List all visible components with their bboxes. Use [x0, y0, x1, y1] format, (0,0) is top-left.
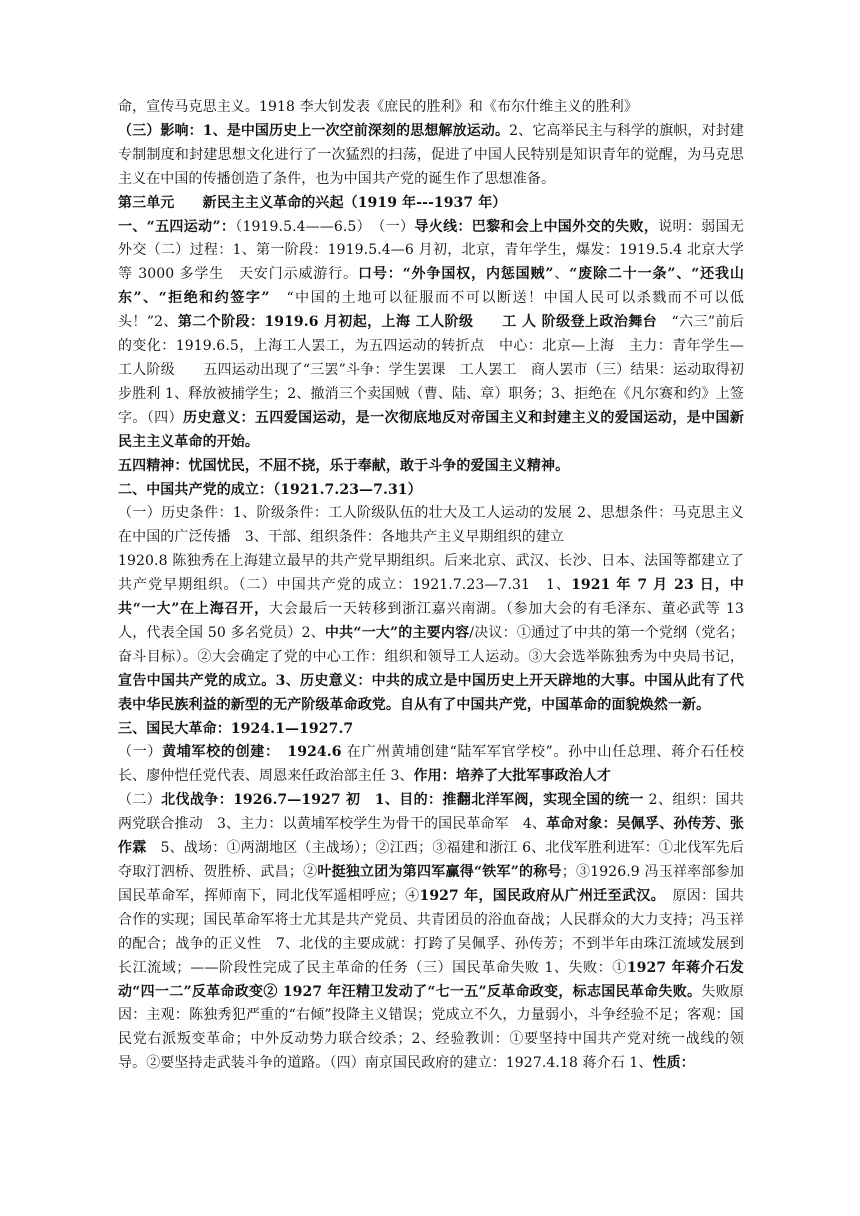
bold-text-run: 第三单元 新民主主义革命的兴起（1919 年---1937 年） — [118, 194, 507, 211]
bold-text-run: 革命对象：吴佩孚、孙传芳、张作霖 — [118, 816, 744, 857]
bold-text-run: 宣告中国共产党的成立。3、历史意义：中共的成立是中国历史上开天辟地的大事。中国从此有了代表中华民族利益的新型的无产阶级革命政党。自从有了中国共产党，中国革命的面貌焕然一新。 — [118, 672, 744, 713]
text-run: 原因：国共合作的实现；国民革命军将士尤其是共产党员、共青团员的浴血奋战；人民群众的大力支持；冯玉祥的配合；战争的正义性 7、北伐的主要成就：打跨了吴佩孚、孙传芳；不到半年由珠江流域发展到长江流域；——阶段性完成了民主革命的任务（三）国民革命失败 1、失败：① — [118, 887, 744, 976]
paragraph-whampoa-academy — [118, 741, 744, 789]
text-run: 说明：弱国无外交（二）过程：1、第一阶段：1919.5.4—6 月初，北京，青年学生，爆发：1919.5.4 北京大学等 3000 多学生 天安门示威游行。 — [118, 218, 744, 283]
bold-text-run: 三、国民大革命：1924.1—1927.7 — [118, 720, 354, 737]
text-run: 5、战场：①两湖地区（主战场）；②江西；③福建和浙江 6、北伐军胜利进军：①北伐军先后夺取汀泗桥、贺胜桥、武昌；② — [118, 840, 744, 880]
bold-text-run: 黄埔军校的创建： 1924.6 — [162, 744, 342, 761]
bold-text-run: 历史意义：五四爱国运动，是一次彻底地反对帝国主义和封建主义的爱国运动，是中国新民主主义革命的开始。 — [118, 409, 744, 450]
document-page — [118, 96, 744, 1076]
text-run: /决议：①通过了中共的第一个党纲（党名；奋斗目标）。②大会确定了党的中心工作：组织和领导工人运动。③大会选举陈独秀为中央局书记， — [118, 624, 744, 665]
text-run: （二） — [118, 792, 162, 809]
bold-text-run: 北伐战争：1926.7—1927 初 1、目的：推翻北洋军阀，实现全国的统一 — [161, 792, 644, 809]
bold-text-run: 二、中国共产党的成立：（1921.7.23—7.31） — [118, 481, 422, 498]
text-run: 1920.8 陈独秀在上海建立最早的共产党早期组织。后来北京、武汉、长沙、日本、法国等都建立了共产党早期组织。（二）中国共产党的成立：1921.7.23—7.31 1、 — [118, 553, 744, 594]
paragraph-may-fourth-impact — [118, 120, 744, 192]
paragraph-intro-continuation — [118, 96, 744, 120]
text-run: “六三”前后的变化：1919.6.5，上海工人罢工，为五四运动的转折点 中心：北京—上海 主力：青年学生—工人阶级 五四运动出现了“三罢”斗争：学生罢课 工人罢工 商人罢市（三）结果：运动取得初步胜利 1、释放被捕学生；2、撤消三个卖国贼（曹、陆、章）职务；3、拒绝在《凡尔赛和约》上签字。（四） — [118, 314, 744, 426]
paragraph-cpc-founding — [118, 550, 744, 717]
bold-text-run: 中共“一大”的主要内容 — [324, 624, 470, 641]
bold-text-run: 口号：“外争国权，内惩国贼” — [358, 266, 554, 283]
text-run: 命，宣传马克思主义。1918 李大钊发表《庶民的胜利》和《布尔什维主义的胜利》 — [118, 99, 638, 115]
section-cpc-founding-heading — [118, 479, 744, 503]
bold-text-run: 1927 年，国民政府从广州迁至武汉。 — [419, 887, 659, 904]
bold-text-run: （三）影响：1、是中国历史上一次空前深刻的思想解放运动。 — [118, 122, 510, 139]
text-run: 2、组织：国共两党联合推动 3、主力：以黄埔军校学生为骨干的国民革命军 4、 — [118, 792, 744, 833]
bold-text-run: 作用：培养了大批军事政治人才 — [413, 768, 611, 785]
text-run: （一）历史条件：1、阶级条件：工人阶级队伍的壮大及工人运动的发展 2、思想条件：马克思主义在中国的广泛传播 3、干部、组织条件：各地共产主义早期组织的建立 — [118, 505, 744, 546]
text-run: （一） — [118, 744, 163, 761]
section-may-fourth-movement — [118, 216, 744, 455]
text-run: 大会最后一天转移到浙江嘉兴南湖。（参加大会的有毛泽东、董必武等 13 人，代表全国 50 多名党员）2、 — [118, 601, 744, 641]
may-fourth-spirit — [118, 455, 744, 479]
text-run: 在广州黄埔创建“陆军军官学校”。孙中山任总理、蒋介石任校长、廖仲恺任党代表、周恩来任政治部主任 3、 — [118, 744, 744, 785]
bold-text-run: “废除二十一条”、“还我山东”、“拒绝和约签字” — [118, 266, 744, 307]
bold-text-run: 第二个阶段：1919.6 月初起，上海 工人阶级 工 人 阶级登上政治舞台 — [177, 314, 658, 331]
text-run: 、 — [553, 266, 570, 283]
bold-text-run: 性质： — [652, 1055, 695, 1072]
section-national-revolution-heading — [118, 718, 744, 742]
text-run: 失败原因：主观：陈独秀犯严重的“右倾”投降主义错误；党成立不久，力量弱小，斗争经验不足；客观：国民党右派叛变革命；中外反动势力联合绞杀；2、经验教训：①要坚持中国共产党对统一战线的领导。②要坚持走武装斗争的道路。（四）南京国民政府的建立：1927.4.18 蒋介石 1、 — [118, 983, 744, 1072]
paragraph-northern-expedition — [118, 789, 744, 1076]
unit-three-heading — [118, 192, 744, 216]
bold-text-run: 五四精神：忧国忧民，不屈不挠，乐于奉献，敢于斗争的爱国主义精神。 — [118, 457, 570, 474]
text-run: （1919.5.4——6.5） （一） — [235, 218, 415, 235]
text-run: 2、它高举民主与科学的旗帜，对封建专制制度和封建思想文化进行了一次猛烈的扫荡，促进了中国人民特别是知识青年的觉醒，为马克思主义在中国的传播创造了条件，也为中国共产党的诞生作了思想准备。 — [118, 122, 744, 187]
bold-text-run: 1927 年蒋介石发动“四一二”反革命政变② 1927 年汪精卫发动了“七一五”反革命政变，标志国民革命失败。 — [118, 959, 744, 1000]
bold-text-run: 1921 年 7 月 23 日，中共“一大”在上海召开， — [118, 577, 744, 618]
paragraph-historical-conditions — [118, 502, 744, 550]
bold-text-run: 一、“五四运动”： — [118, 218, 236, 235]
text-run: ；③1926.9 冯玉祥率部参加国民革命军，挥师南下，同北伐军遥相呼应；④ — [118, 864, 744, 904]
bold-text-run: 叶挺独立团为第四军赢得“铁军”的称号 — [317, 864, 562, 880]
bold-text-run: 导火线：巴黎和会上中国外交的失败， — [414, 218, 659, 235]
text-run: “中国的土地可以征服而不可以断送！中国人民可以杀戮而不可以低头！”2、 — [118, 290, 744, 331]
